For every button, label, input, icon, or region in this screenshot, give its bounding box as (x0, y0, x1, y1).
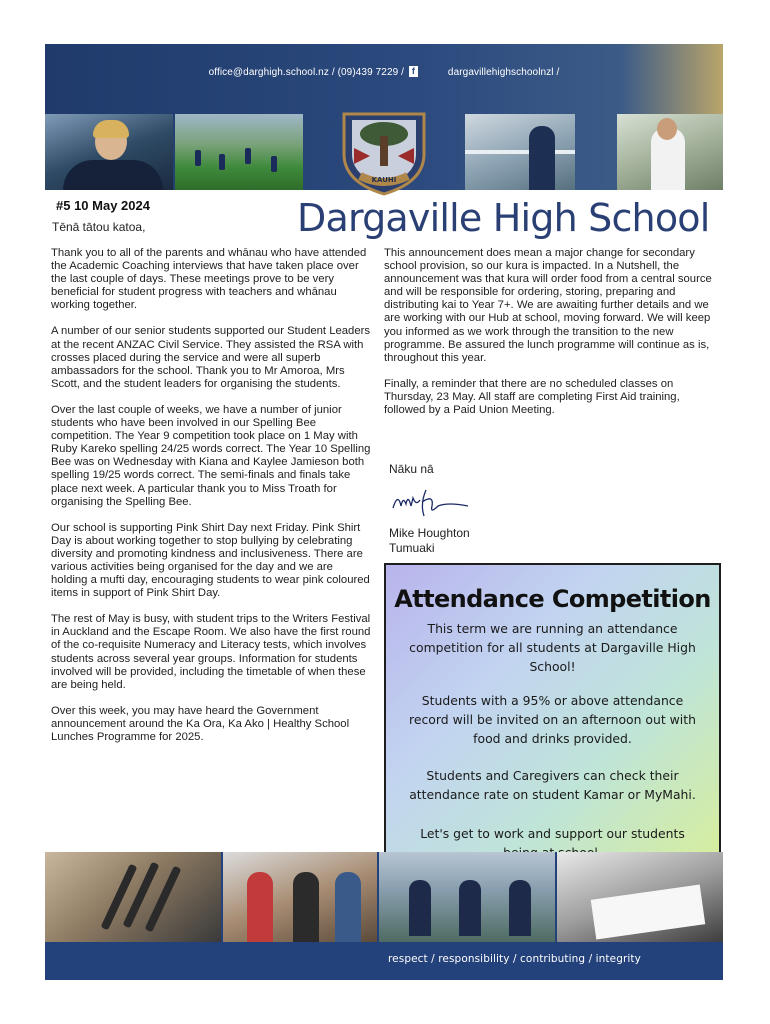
facebook-icon[interactable]: f (409, 66, 418, 77)
footer-banner (45, 852, 723, 980)
contact-separator: / (553, 67, 560, 78)
facebook-handle[interactable]: dargavillehighschoolnzl (447, 67, 554, 78)
paragraph: Over this week, you may have heard the Government announcement around the Ka Ora, Ka Ako | Healthy School Lunches Programme for 2025. (51, 704, 350, 743)
signoff: Nāku nā (389, 462, 434, 476)
student-at-railing-photo (465, 114, 575, 190)
student-portrait-photo (617, 114, 723, 190)
crest-motto: KAUHI (371, 176, 397, 184)
paragraph: A number of our senior students supported our Student Leaders at the recent ANZAC Civil Service. They assisted the RSA with crosses placed during the service and were all superb ambassadors for the school. Thank you to Mr Amoroa, Mrs Scott, and the student leaders for organising the students. (51, 325, 371, 390)
right-column (384, 247, 720, 430)
attendance-title: Attendance Competition (394, 585, 711, 613)
attendance-competition-box (384, 563, 721, 867)
signer-name: Mike Houghton (389, 526, 470, 540)
paragraph: This announcement does mean a major change for secondary school provision, so our kura is impacted. In a Nutshell, the announcement was that kura will order food from a central source and will be responsible for ordering, storing, preparing and distributing kai to Year 7+. We are awaiting further details and we are working with our Hub at school, moving forward. We will keep you informed as we work through the transition to the new programme. Be assured the lunch programme will continue as is, throughout this year. (384, 247, 712, 364)
contact-separator: / (328, 67, 338, 78)
sports-field-photo (175, 114, 303, 190)
attendance-check: Students and Caregivers can check their attendance rate on student Kamar or MyMahi. (409, 768, 696, 802)
signature-icon (390, 486, 472, 520)
attendance-reward: Students with a 95% or above attendance record will be invited on an afternoon out with food and drinks provided. (409, 693, 696, 746)
paragraph: Finally, a reminder that there are no scheduled classes on Thursday, 23 May. All staff are completing First Aid training, followed by a Paid Union Meeting. (384, 377, 680, 417)
paragraph: The rest of May is busy, with student trips to the Writers Festival in Auckland and the Escape Room. We also have the first round of the co-requisite Numeracy and Literacy tests, which involves students across several year groups. Information for students involved will be provided, including the timetable of when these are being held. (51, 613, 371, 691)
contact-line (45, 66, 723, 78)
paragraph: Our school is supporting Pink Shirt Day next Friday. Pink Shirt Day is about working together to stop bullying by celebrating diversity and promoting kindness and inclusiveness. There are various activities being organised for the day and we are holding a mufti day, encouraging students to wear pink coloured items in support of Pink Shirt Day. (51, 521, 370, 600)
student-photo (45, 114, 173, 190)
attendance-intro: This term we are running an attendance competition for all students at Dargaville High School! (409, 621, 696, 674)
school-values: respect / responsibility / contributing / integrity (388, 953, 641, 965)
carving-tools-photo (45, 852, 221, 942)
students-woodwork-photo (223, 852, 377, 942)
contact-phone[interactable]: (09)439 7229 (337, 67, 399, 78)
greeting: Tēnā tātou katoa, (52, 220, 146, 234)
school-crest-icon (330, 108, 438, 198)
issue-date: #5 10 May 2024 (56, 198, 150, 213)
signer-role: Tumuaki (389, 541, 435, 555)
contact-email[interactable]: office@darghigh.school.nz (208, 67, 329, 78)
left-column (51, 247, 371, 757)
paragraph: Over the last couple of weeks, we have a number of junior students who have been involved in our Spelling Bee competition. The Year 9 competition took place on 1 May with Ruby Kareko spelling 24/25 words correct. The Year 10 Spelling Bee was on Wednesday with Kiana and Kaylee Jamieson both spelling 19/25 words correct. The semi-finals and finals take place next week. A particular thank you to Miss Troath for organising the Spelling Bee. (51, 403, 371, 508)
contact-separator: / (398, 67, 407, 78)
student-writing-photo (557, 852, 723, 942)
attendance-closing: Let's get to work and support our students (420, 826, 685, 841)
school-title: Dargaville High School (297, 196, 710, 240)
paragraph: Thank you to all of the parents and whānau who have attended the Academic Coaching interviews that have taken place over the last couple of days. These meetings prove to be very beneficial for student progress with teachers and whānau working together. (51, 247, 367, 312)
students-court-photo (379, 852, 555, 942)
